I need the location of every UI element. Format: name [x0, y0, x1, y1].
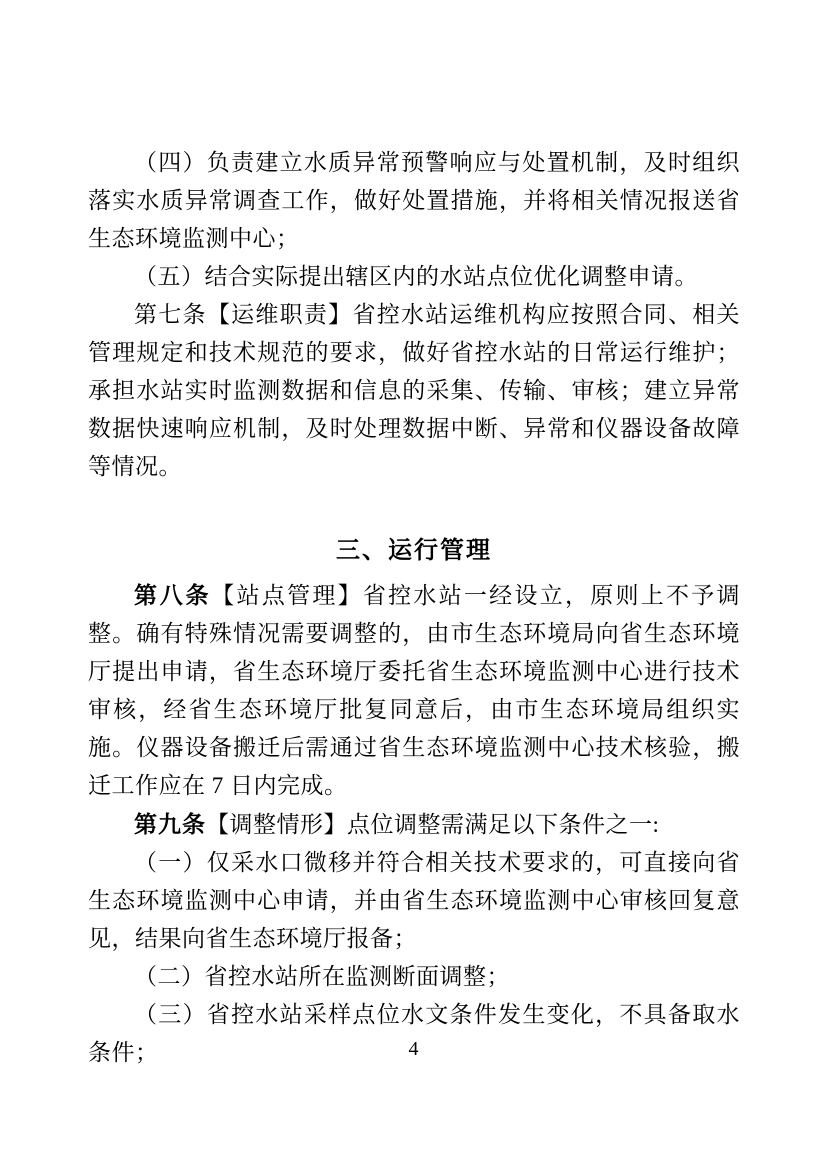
article-8-label: 【站点管理】: [211, 583, 363, 608]
article-8-term: 第八条: [134, 582, 212, 608]
article-9-label: 【调整情形】: [206, 812, 347, 837]
clause-4-text: （四）负责建立水质异常预警响应与处置机制，及时组织落实水质异常调查工作，做好处置措施，并将相关情况报送省生态环境监测中心；: [88, 150, 740, 251]
article-7-label: 【运维职责】: [206, 302, 353, 327]
item-1-text: （一）仅采水口微移并符合相关技术要求的，可直接向省生态环境监测中心申请，并由省生态环境监测中心审核回复意见，结果向省生态环境厅报备；: [88, 850, 740, 951]
item-2-paragraph: [88, 958, 740, 996]
article-9-paragraph: [88, 805, 740, 844]
item-2-text: （二）省控水站所在监测断面调整；: [134, 964, 510, 989]
page-number: 4: [408, 1038, 419, 1060]
article-8-paragraph: [88, 576, 740, 805]
item-3-text: （三）省控水站采样点位水文条件发生变化，不具备取水条件；: [88, 1002, 740, 1065]
clause-4-paragraph: [88, 144, 740, 258]
article-9-term: 第九条: [134, 811, 206, 837]
clause-5-paragraph: [88, 258, 740, 296]
article-7-term: 第七条: [134, 302, 207, 327]
article-9-body: 点位调整需满足以下条件之一:: [347, 812, 660, 837]
section-heading: 三、运行管理: [336, 537, 492, 564]
document-content: [88, 144, 740, 1072]
item-1-paragraph: [88, 844, 740, 958]
article-7-body: 省控水站运维机构应按照合同、相关管理规定和技术规范的要求，做好省控水站的日常运行维护；承担水站实时监测数据和信息的采集、传输、审核；建立异常数据快速响应机制，及时处理数据中断、异常和仪器设备故障等情况。: [88, 302, 741, 479]
clause-5-text: （五）结合实际提出辖区内的水站点位优化调整申请。: [134, 264, 698, 289]
article-7-paragraph: [88, 296, 740, 486]
article-8-body: 省控水站一经设立，原则上不予调整。确有特殊情况需要调整的，由市生态环境局向省生态环境厅提出申请，省生态环境厅委托省生态环境监测中心进行技术审核，经省生态环境厅批复同意后，由市生态环境局组织实施。仪器设备搬迁后需通过省生态环境监测中心技术核验，搬迁工作应在 7 日内完成。: [88, 583, 741, 798]
